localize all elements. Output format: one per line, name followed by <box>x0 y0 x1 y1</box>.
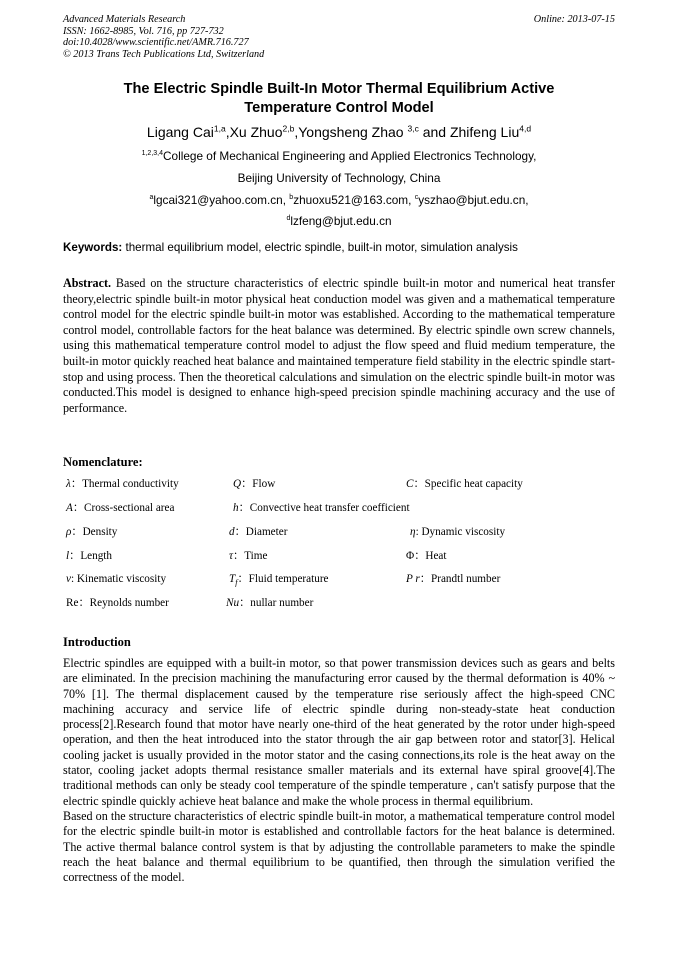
author-list <box>63 122 615 142</box>
nomenclature-item <box>66 572 166 586</box>
author-sup: 3,c <box>407 123 419 134</box>
author-sup: 4,d <box>519 123 532 134</box>
nomenclature-item <box>66 477 179 491</box>
nomenclature-item <box>406 572 500 586</box>
nom-symbol: d <box>229 526 235 538</box>
author-sup: 2,b <box>282 123 295 134</box>
nom-sep: ： <box>239 597 251 609</box>
nom-sep: ： <box>70 478 83 490</box>
nom-desc: Fluid temperature <box>248 573 329 585</box>
nom-sep: ： <box>413 478 425 490</box>
nomenclature-item <box>66 525 117 539</box>
doi: doi:10.4028/www.scientific.net/AMR.716.727 <box>63 37 249 49</box>
email-link[interactable]: lzfeng@bjut.edu.cn <box>290 214 392 228</box>
nomenclature-item <box>66 549 112 563</box>
nom-desc: Flow <box>252 478 276 490</box>
nom-symbol: Nu <box>226 597 240 609</box>
paper-title <box>63 80 615 118</box>
email-sup: a <box>149 194 154 202</box>
nom-sep: ： <box>237 573 249 585</box>
author-name: Xu Zhuo <box>229 124 283 140</box>
email-sup: d <box>286 215 291 223</box>
nom-desc: Prandtl number <box>431 573 501 585</box>
nomenclature-item <box>406 477 523 491</box>
journal-header <box>63 14 615 60</box>
abstract-text: Based on the structure characteristics of electric spindle built-in motor and numerical heat transfer theory,electric spindle built-in motor physical heat conduction model was given and a mathematical temperature control model for the electric spindle built-in motor was established. According to the mathematical temperature control model, controllable factors for the heat balance was determined. By electric spindle own screw channels, using this mathematical temperature control model to adjust the flow speed and fluid medium temperature, the built-in motor quickly reached heat balance and maintained temperature field stability in the electric spindle start-stop and using process. Then the theoretical calculations and simulation on the electric spindle built-in motor was conducted.This model is designed to enhance high-speed precision spindle machining accuracy and the use of performance. <box>63 276 615 415</box>
nom-desc: Specific heat capacity <box>424 478 523 490</box>
email-sup: c <box>414 194 419 202</box>
nom-desc: Cross-sectional area <box>84 502 175 514</box>
author-name: Zhifeng Liu <box>449 124 520 140</box>
email-sup: b <box>289 194 294 202</box>
email-line-1 <box>63 192 615 208</box>
keywords <box>63 240 623 256</box>
nom-symbol: C <box>406 478 414 490</box>
email-link[interactable]: yszhao@bjut.edu.cn, <box>418 193 529 207</box>
nom-desc: Dynamic viscosity <box>421 526 506 538</box>
nom-symbol: Re <box>66 597 79 609</box>
nom-symbol: λ <box>66 478 71 490</box>
affiliation-line-1 <box>63 148 615 164</box>
nom-symbol: ρ <box>66 526 72 538</box>
nom-desc: Heat <box>425 550 447 562</box>
title-line-2: Temperature Control Model <box>244 100 434 116</box>
intro-paragraph-2: Based on the structure characteristics of electric spindle built-in motor, a mathematical temperature control model for the electric spindle built-in motor is established and controllable factors for the heat balance is determined. The active thermal balance control system is that by adjusting the controllable parameters to make the spindle reach the heat balance and thermal equilibrium to be quantified, then through the simulation verified the correctness of the model. <box>63 808 615 885</box>
online-date: Online: 2013-07-15 <box>533 14 615 25</box>
affiliation-line-2: Beijing University of Technology, China <box>237 171 441 185</box>
keywords-label: Keywords: <box>63 241 123 254</box>
nomenclature-item <box>229 549 267 563</box>
copyright: © 2013 Trans Tech Publications Ltd, Switzerland <box>63 48 265 60</box>
nomenclature-item <box>410 525 505 539</box>
introduction-heading: Introduction <box>63 635 131 649</box>
nom-subscript: f <box>235 578 238 588</box>
nom-symbol: l <box>66 550 70 562</box>
nom-symbol: Q <box>233 478 242 490</box>
nomenclature-item <box>229 572 329 590</box>
nom-symbol: ν <box>66 573 71 585</box>
nom-desc: Reynolds number <box>89 597 169 609</box>
issn: ISSN: 1662-8985, Vol. 716, pp 727-732 <box>63 25 224 37</box>
nom-symbol: η <box>410 526 416 538</box>
nom-sep: ： <box>419 573 431 585</box>
affiliation-text: College of Mechanical Engineering and Applied Electronics Technology, <box>163 149 537 163</box>
nom-sep: ： <box>72 502 85 514</box>
nom-symbol: Φ <box>406 550 415 562</box>
author-name: Ligang Cai <box>146 124 214 140</box>
nom-sep: ： <box>69 550 81 562</box>
title-line-1: The Electric Spindle Built-In Motor Thermal Equilibrium Active <box>123 81 555 97</box>
author-name: Yongsheng Zhao <box>298 124 408 140</box>
nom-sep: ： <box>234 526 246 538</box>
intro-paragraph-1: Electric spindles are equipped with a built-in motor, so that power transmission devices such as gears and belts are eliminated. In the precision machining the manufacturing error caused by the thermal deformation is 40% ~ 70% [1]. The thermal displacement caused by the temperature rise seriously affect the high-speed CNC machining accuracy and service life of electric spindle during non-steady-state heat conduction process[2].Research found that motor have nearly one-third of the heat generated by the rotor under high-speed operation, and then the heat introduced into the stator through the air gap between rotor and stator[3]. Helical cooling jacket is usually provided in the motor stator and the casing connections,its role is the heat away on the stator, cooling jacket adopts thermal resistance smaller materials and its external have spiral groove[4].The traditional methods can only be steady cool temperature of the spindle temperature , can't satisfy purpose that the electric spindle quickly achieve heat balance and make the whole process in thermal equilibrium. <box>63 656 615 808</box>
email-link[interactable]: lgcai321@yahoo.com.cn, <box>153 193 290 207</box>
introduction-body <box>63 656 615 885</box>
nom-desc: Thermal conductivity <box>82 478 179 490</box>
abstract <box>63 276 615 416</box>
author-sep: , <box>294 124 299 140</box>
nom-desc: Kinematic viscosity <box>76 573 167 585</box>
nomenclature-item <box>233 477 275 491</box>
nom-sep: ： <box>71 526 83 538</box>
nom-desc: Convective heat transfer coefficient <box>249 502 410 514</box>
nomenclature-heading: Nomenclature: <box>63 455 143 469</box>
nom-sep: : <box>415 526 422 538</box>
nom-sep: ： <box>233 550 245 562</box>
author-sep: and <box>418 124 450 140</box>
nomenclature-item <box>66 501 174 515</box>
nom-desc: nullar number <box>250 597 314 609</box>
nomenclature-item <box>233 501 410 515</box>
nom-sep: ： <box>78 597 90 609</box>
nom-symbol: h <box>233 502 239 514</box>
keywords-text: thermal equilibrium model, electric spindle, built-in motor, simulation analysis <box>122 241 518 254</box>
nom-sep: ： <box>241 478 253 490</box>
nom-sep: : <box>70 573 77 585</box>
nomenclature-item <box>229 525 287 539</box>
author-sep: , <box>225 124 230 140</box>
nom-desc: Diameter <box>245 526 288 538</box>
nom-symbol: T <box>229 573 236 585</box>
nomenclature-item <box>406 549 447 563</box>
nom-sep: ： <box>238 502 250 514</box>
nom-desc: Length <box>80 550 113 562</box>
email-link[interactable]: zhuoxu521@163.com, <box>293 193 415 207</box>
nomenclature-item <box>66 596 169 610</box>
nom-symbol: τ <box>229 550 234 562</box>
nom-desc: Density <box>82 526 118 538</box>
email-line-2 <box>63 213 615 229</box>
author-sup: 1,a <box>213 123 226 134</box>
nomenclature-item <box>226 596 313 610</box>
nom-sep: ： <box>414 550 426 562</box>
nom-symbol: A <box>66 502 73 514</box>
journal-name: Advanced Materials Research <box>63 14 186 25</box>
abstract-label: Abstract. <box>63 276 112 290</box>
affiliation-sup: 1,2,3,4 <box>141 150 164 158</box>
nom-symbol: P r <box>406 573 420 585</box>
nom-desc: Time <box>244 550 268 562</box>
